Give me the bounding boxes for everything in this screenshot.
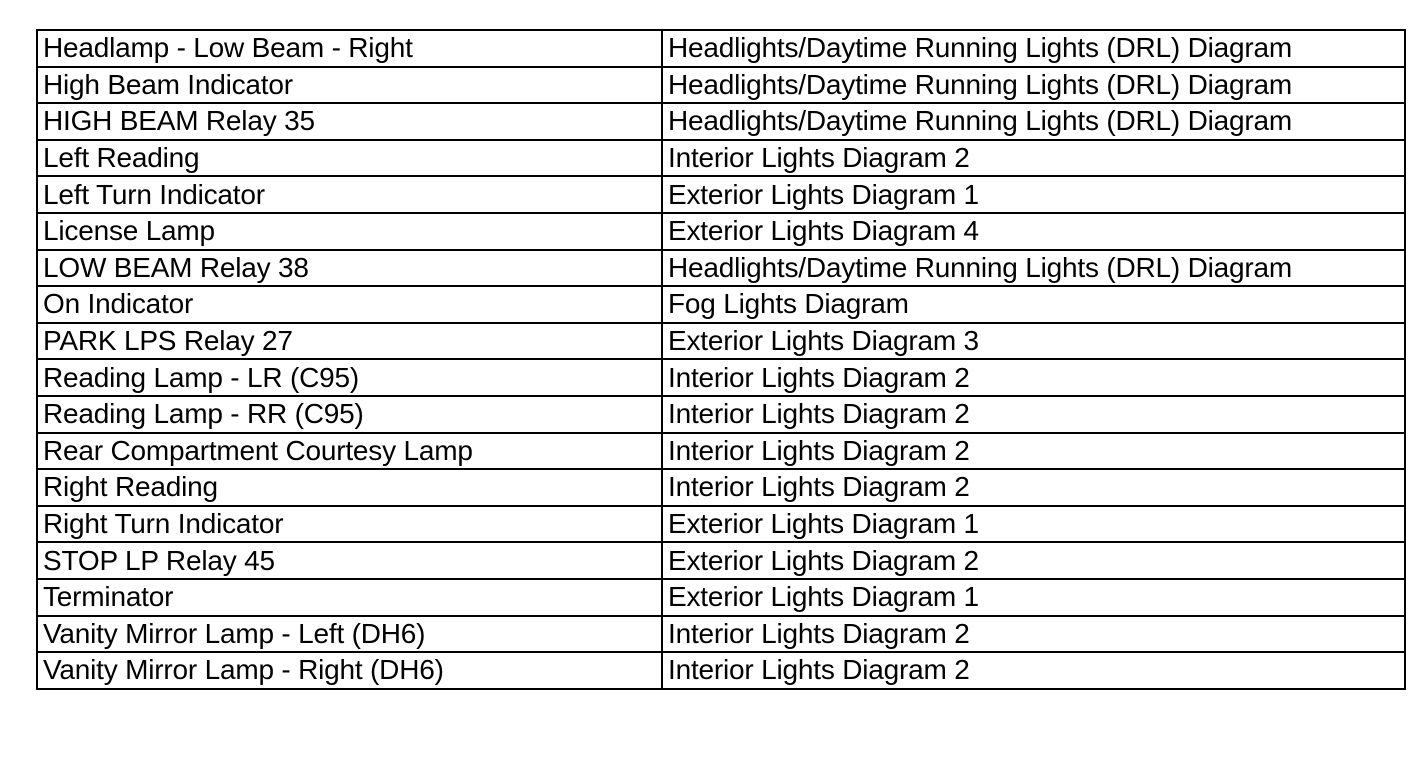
table-row xyxy=(37,30,1405,67)
table-row xyxy=(37,616,1405,653)
component-cell: Right Turn Indicator xyxy=(37,506,662,543)
component-cell: Left Turn Indicator xyxy=(37,176,662,213)
table-row xyxy=(37,396,1405,433)
diagram-cell: Headlights/Daytime Running Lights (DRL) Diagram xyxy=(662,67,1405,104)
component-cell: On Indicator xyxy=(37,286,662,323)
component-cell: STOP LP Relay 45 xyxy=(37,542,662,579)
component-cell: Terminator xyxy=(37,579,662,616)
diagram-cell: Headlights/Daytime Running Lights (DRL) Diagram xyxy=(662,250,1405,287)
component-cell: License Lamp xyxy=(37,213,662,250)
diagram-cell: Exterior Lights Diagram 1 xyxy=(662,579,1405,616)
diagram-cell: Exterior Lights Diagram 4 xyxy=(662,213,1405,250)
diagram-cell: Headlights/Daytime Running Lights (DRL) Diagram xyxy=(662,103,1405,140)
diagram-cell: Interior Lights Diagram 2 xyxy=(662,433,1405,470)
table-row xyxy=(37,286,1405,323)
component-cell: Headlamp - Low Beam - Right xyxy=(37,30,662,67)
table-row xyxy=(37,67,1405,104)
diagram-cell: Exterior Lights Diagram 2 xyxy=(662,542,1405,579)
table-row xyxy=(37,250,1405,287)
diagram-cell: Fog Lights Diagram xyxy=(662,286,1405,323)
table-row xyxy=(37,433,1405,470)
component-cell: Left Reading xyxy=(37,140,662,177)
table-row xyxy=(37,506,1405,543)
diagram-cell: Interior Lights Diagram 2 xyxy=(662,616,1405,653)
table-row xyxy=(37,140,1405,177)
table-row xyxy=(37,359,1405,396)
component-cell: HIGH BEAM Relay 35 xyxy=(37,103,662,140)
component-cell: PARK LPS Relay 27 xyxy=(37,323,662,360)
table-row xyxy=(37,652,1405,689)
component-cell: Vanity Mirror Lamp - Left (DH6) xyxy=(37,616,662,653)
component-cell: Reading Lamp - LR (C95) xyxy=(37,359,662,396)
table-row xyxy=(37,542,1405,579)
component-cell: Right Reading xyxy=(37,469,662,506)
table-row xyxy=(37,213,1405,250)
table-row xyxy=(37,103,1405,140)
table-row xyxy=(37,176,1405,213)
component-cell: High Beam Indicator xyxy=(37,67,662,104)
table-body xyxy=(37,30,1405,689)
table-row xyxy=(37,323,1405,360)
diagram-cell: Interior Lights Diagram 2 xyxy=(662,359,1405,396)
diagram-cell: Interior Lights Diagram 2 xyxy=(662,396,1405,433)
diagram-cell: Headlights/Daytime Running Lights (DRL) Diagram xyxy=(662,30,1405,67)
component-cell: Reading Lamp - RR (C95) xyxy=(37,396,662,433)
diagram-cell: Exterior Lights Diagram 1 xyxy=(662,176,1405,213)
diagram-cell: Exterior Lights Diagram 1 xyxy=(662,506,1405,543)
table-row xyxy=(37,579,1405,616)
diagram-cell: Interior Lights Diagram 2 xyxy=(662,140,1405,177)
component-diagram-table xyxy=(36,29,1406,690)
diagram-cell: Exterior Lights Diagram 3 xyxy=(662,323,1405,360)
component-cell: LOW BEAM Relay 38 xyxy=(37,250,662,287)
component-cell: Rear Compartment Courtesy Lamp xyxy=(37,433,662,470)
table-row xyxy=(37,469,1405,506)
diagram-cell: Interior Lights Diagram 2 xyxy=(662,652,1405,689)
diagram-cell: Interior Lights Diagram 2 xyxy=(662,469,1405,506)
component-cell: Vanity Mirror Lamp - Right (DH6) xyxy=(37,652,662,689)
